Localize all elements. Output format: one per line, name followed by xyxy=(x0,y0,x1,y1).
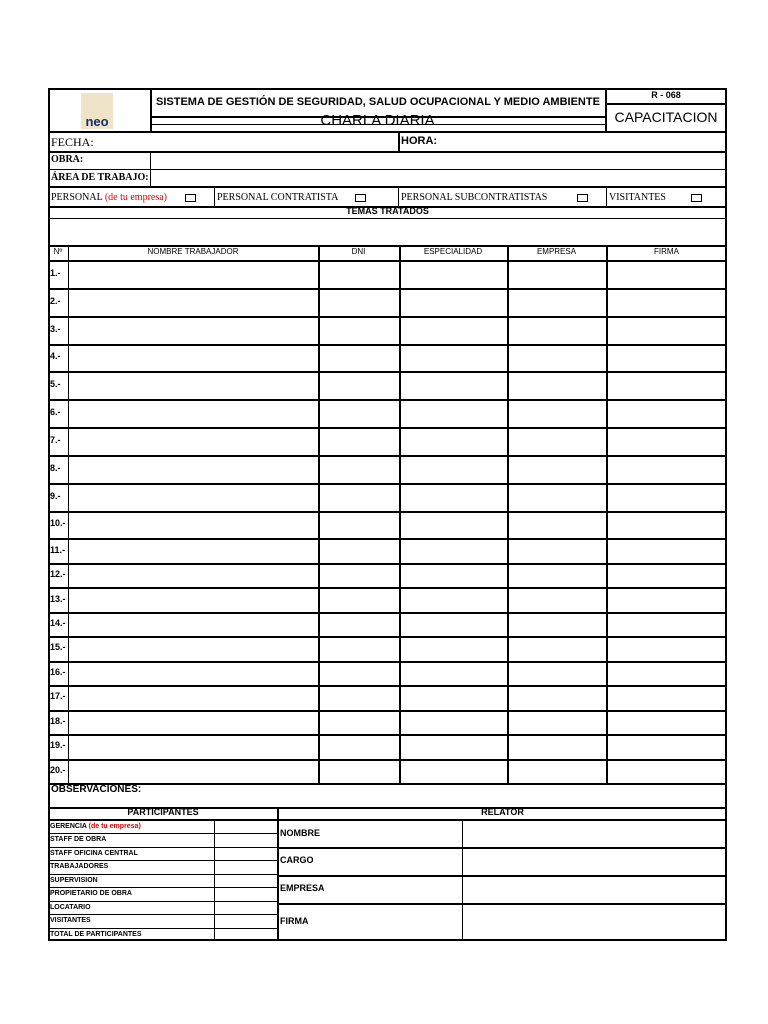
divider xyxy=(606,246,608,783)
divider xyxy=(48,612,727,614)
participant-item: VISITANTES xyxy=(50,917,91,925)
divider xyxy=(48,399,727,401)
divider xyxy=(48,710,727,712)
divider xyxy=(48,759,727,761)
row-number: 3.- xyxy=(50,323,61,334)
divider xyxy=(48,186,727,188)
divider xyxy=(462,820,463,941)
divider xyxy=(48,288,727,290)
divider xyxy=(48,371,727,373)
divider xyxy=(48,636,727,638)
participant-item: LOCATARIO xyxy=(50,903,91,911)
divider xyxy=(214,820,215,941)
divider xyxy=(48,860,277,861)
divider xyxy=(48,218,727,219)
column-header: ESPECIALIDAD xyxy=(423,247,483,256)
row-number: 5.- xyxy=(50,379,61,390)
contractor-label: PERSONAL CONTRATISTA xyxy=(217,192,339,203)
divider xyxy=(150,124,605,125)
gerencia-note: (de tu empresa) xyxy=(88,823,141,830)
area-label: ÁREA DE TRABAJO: xyxy=(51,172,149,183)
row-number: 10.- xyxy=(50,518,66,529)
fecha-label: FECHA: xyxy=(51,135,94,149)
divider xyxy=(48,928,277,929)
divider xyxy=(48,887,277,888)
row-number: 17.- xyxy=(50,691,66,702)
column-header: FIRMA xyxy=(654,247,679,256)
divider xyxy=(68,246,69,783)
row-number: 13.- xyxy=(50,593,66,604)
column-header: Nº xyxy=(53,247,63,256)
relator-field-label: NOMBRE xyxy=(280,827,320,838)
divider xyxy=(48,563,727,565)
relator-field-label: FIRMA xyxy=(280,916,309,926)
divider xyxy=(48,661,727,663)
row-number: 7.- xyxy=(50,434,61,445)
divider xyxy=(278,903,727,905)
row-number: 20.- xyxy=(50,764,66,775)
row-number: 16.- xyxy=(50,666,66,677)
row-number: 2.- xyxy=(50,295,61,306)
divider xyxy=(48,538,727,540)
divider xyxy=(48,847,277,848)
column-header: DNI xyxy=(351,247,366,256)
obra-label: OBRA: xyxy=(51,154,84,165)
divider xyxy=(398,131,400,152)
participant-item: TRABAJADORES xyxy=(50,863,109,871)
visitors-label: VISITANTES xyxy=(609,192,666,203)
system-title: SISTEMA DE GESTIÓN DE SEGURIDAD, SALUD OCUPACIONAL Y MEDIO AMBIENTE xyxy=(156,96,600,108)
divider xyxy=(318,246,320,783)
divider xyxy=(48,455,727,457)
participant-item: PROPIETARIO DE OBRA xyxy=(50,890,132,898)
divider xyxy=(48,483,727,485)
row-number: 4.- xyxy=(50,351,61,362)
visitors-checkbox[interactable] xyxy=(691,194,702,202)
participant-item: STAFF OFICINA CENTRAL xyxy=(50,849,138,857)
row-number: 12.- xyxy=(50,569,66,580)
column-header: NOMBRE TRABAJADOR xyxy=(147,247,239,256)
relator-title: RELATOR xyxy=(481,807,524,817)
divider xyxy=(48,901,277,902)
observations-label: OBSERVACIONES: xyxy=(51,784,142,795)
divider xyxy=(278,847,727,849)
participant-item: STAFF DE OBRA xyxy=(50,836,107,844)
hora-label: HORA: xyxy=(401,135,438,147)
divider xyxy=(48,587,727,589)
divider xyxy=(48,874,277,875)
row-number: 19.- xyxy=(50,740,66,751)
divider xyxy=(48,169,727,170)
row-number: 6.- xyxy=(50,407,61,418)
logo-text: neo xyxy=(85,114,109,129)
divider xyxy=(48,833,277,834)
form-type: CAPACITACION xyxy=(614,109,718,125)
divider xyxy=(48,260,727,262)
company-logo xyxy=(81,93,113,129)
personal-own-note: (de tu empresa) xyxy=(104,192,168,203)
row-number: 1.- xyxy=(50,267,61,278)
row-number: 18.- xyxy=(50,715,66,726)
divider xyxy=(277,807,279,941)
participant-item: TOTAL DE PARTICIPANTES xyxy=(50,930,142,938)
row-number: 14.- xyxy=(50,618,66,628)
subcontractor-label: PERSONAL SUBCONTRATISTAS xyxy=(401,192,548,203)
divider xyxy=(606,103,727,105)
divider xyxy=(507,246,509,783)
divider xyxy=(48,783,727,785)
subcontractor-checkbox[interactable] xyxy=(577,194,588,202)
divider xyxy=(606,187,607,207)
personal-own-text: PERSONAL xyxy=(51,192,103,203)
participants-title: PARTICIPANTES xyxy=(127,807,199,817)
divider xyxy=(48,511,727,513)
personal-own-checkbox[interactable] xyxy=(185,194,196,202)
divider xyxy=(48,316,727,318)
divider xyxy=(48,685,727,687)
divider xyxy=(398,187,399,207)
relator-field-label: EMPRESA xyxy=(280,883,325,893)
divider xyxy=(399,246,401,783)
relator-field-label: CARGO xyxy=(280,855,314,865)
row-number: 9.- xyxy=(50,490,61,501)
personal-own-label xyxy=(51,193,167,203)
gerencia-text: GERENCIA xyxy=(50,823,87,830)
divider xyxy=(48,734,727,736)
divider xyxy=(48,344,727,346)
form-title: CHARLA DIARIA xyxy=(320,112,435,129)
row-number: 15.- xyxy=(50,642,66,653)
contractor-checkbox[interactable] xyxy=(355,194,366,202)
divider xyxy=(214,187,215,207)
gerencia-label xyxy=(50,823,141,830)
form-code: R - 068 xyxy=(651,90,681,100)
column-header: EMPRESA xyxy=(536,247,577,256)
divider xyxy=(48,427,727,429)
divider xyxy=(48,819,727,821)
row-number: 11.- xyxy=(50,544,66,555)
divider xyxy=(48,131,727,133)
topics-label: TEMAS TRATADOS xyxy=(346,206,429,216)
row-number: 8.- xyxy=(50,462,61,473)
divider xyxy=(278,875,727,877)
participant-item: SUPERVISION xyxy=(50,876,98,884)
divider xyxy=(48,914,277,915)
